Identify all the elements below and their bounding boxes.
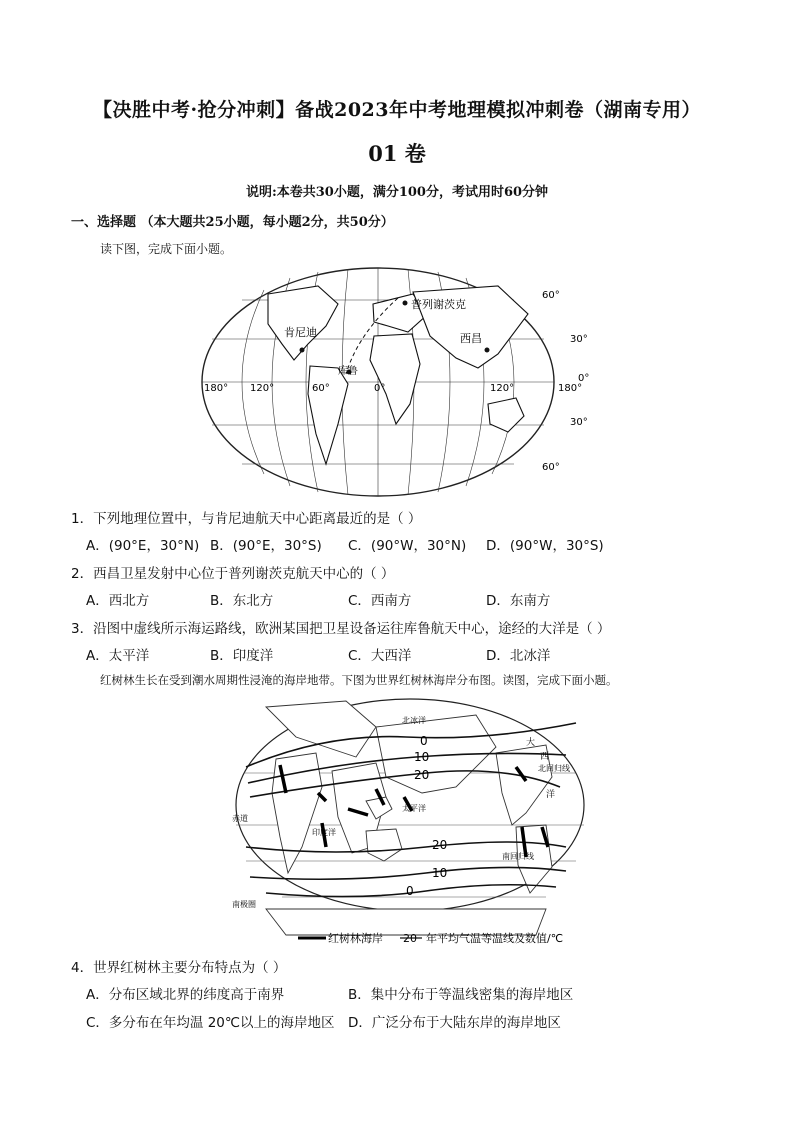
label-lon-120w: 120° bbox=[250, 383, 275, 394]
label-xichang: 西昌 bbox=[460, 332, 482, 345]
question-2-option-c[interactable]: C．西南方 bbox=[348, 593, 412, 609]
question-4-stem: 4．世界红树林主要分布特点为（ ） bbox=[71, 960, 287, 976]
section-heading: 一、选择题 （本大题共25小题，每小题2分，共50分） bbox=[71, 215, 394, 230]
question-1-option-d[interactable]: D．(90°W，30°S) bbox=[486, 538, 604, 554]
mangrove-distribution-map bbox=[226, 697, 588, 945]
kennedy-dot bbox=[300, 348, 305, 353]
label-polar-s: 南极圈 bbox=[232, 900, 256, 909]
plesetsk-dot bbox=[403, 301, 408, 306]
map2-intro: 红树林生长在受到潮水周期性浸淹的海岸地带。下图为世界红树林海岸分布图。读图，完成下面小题。 bbox=[100, 673, 618, 687]
label-xi: 西 bbox=[540, 752, 550, 762]
question-4-option-a[interactable]: A．分布区域北界的纬度高于南界 bbox=[86, 987, 285, 1003]
question-1-stem: 1．下列地理位置中，与肯尼迪航天中心距离最近的是（ ） bbox=[71, 511, 422, 527]
legend-iso-sample: 20 bbox=[403, 932, 417, 945]
iso-0-bottom: 0 bbox=[406, 884, 414, 898]
label-lat-60n: 60° bbox=[542, 290, 560, 301]
question-3-option-a[interactable]: A．太平洋 bbox=[86, 648, 150, 664]
question-4-option-b[interactable]: B．集中分布于等温线密集的海岸地区 bbox=[348, 987, 574, 1003]
label-arctic: 北冰洋 bbox=[402, 716, 426, 725]
label-da: 大 bbox=[526, 738, 536, 748]
label-lon-120e: 120° bbox=[490, 383, 515, 394]
label-lon-60w: 60° bbox=[312, 383, 330, 394]
question-1-option-b[interactable]: B．(90°E，30°S) bbox=[210, 538, 322, 554]
label-lat-0: 0° bbox=[578, 373, 590, 384]
question-2-option-d[interactable]: D．东南方 bbox=[486, 593, 551, 609]
iso-0-top: 0 bbox=[420, 734, 428, 748]
question-4-option-c[interactable]: C．多分布在年均温 20℃以上的海岸地区 bbox=[86, 1015, 335, 1031]
question-2-option-b[interactable]: B．东北方 bbox=[210, 593, 274, 609]
xichang-dot bbox=[485, 348, 490, 353]
label-yang: 洋 bbox=[546, 790, 556, 800]
iso-10-bottom: 10 bbox=[432, 866, 448, 880]
label-lon-180w: 180° bbox=[204, 383, 229, 394]
label-tropic-s: 南回归线 bbox=[502, 852, 534, 861]
exam-note: 说明:本卷共30小题，满分100分，考试用时60分钟 bbox=[245, 185, 549, 200]
label-pacific: 太平洋 bbox=[402, 804, 426, 813]
question-3-option-b[interactable]: B．印度洋 bbox=[210, 648, 274, 664]
label-equator: 赤道 bbox=[232, 814, 248, 823]
question-3-option-d[interactable]: D．北冰洋 bbox=[486, 648, 551, 664]
iso-20-top: 20 bbox=[414, 768, 430, 782]
iso-20-bottom: 20 bbox=[432, 838, 448, 852]
question-3-stem: 3．沿图中虚线所示海运路线，欧洲某国把卫星设备运往库鲁航天中心，途经的大洋是（ ） bbox=[71, 621, 611, 637]
question-3-option-c[interactable]: C．大西洋 bbox=[348, 648, 412, 664]
question-1-option-c[interactable]: C．(90°W，30°N) bbox=[348, 538, 467, 554]
label-kourou: 库鲁 bbox=[338, 366, 358, 377]
question-2-stem: 2．西昌卫星发射中心位于普列谢茨克航天中心的（ ） bbox=[71, 566, 395, 582]
exam-title: 【决胜中考·抢分冲刺】备战2023年中考地理模拟冲刺卷（湖南专用） bbox=[93, 99, 701, 121]
map1-intro: 读下图，完成下面小题。 bbox=[100, 242, 233, 256]
world-map-launch-centers bbox=[198, 264, 596, 502]
label-lat-60s: 60° bbox=[542, 462, 560, 473]
label-lat-30n: 30° bbox=[570, 334, 588, 345]
legend-mangrove: 红树林海岸 bbox=[328, 932, 383, 945]
label-lon-180e: 180° bbox=[558, 383, 583, 394]
exam-subtitle: 01 卷 bbox=[368, 141, 426, 166]
question-4-option-d[interactable]: D．广泛分布于大陆东岸的海岸地区 bbox=[348, 1015, 561, 1031]
label-kennedy: 肯尼迪 bbox=[284, 326, 317, 339]
label-lon-0: 0° bbox=[374, 383, 386, 394]
question-2-option-a[interactable]: A．西北方 bbox=[86, 593, 150, 609]
label-plesetsk: 普列谢茨克 bbox=[411, 298, 466, 311]
iso-10-top: 10 bbox=[414, 750, 430, 764]
question-1-option-a[interactable]: A．(90°E，30°N) bbox=[86, 538, 200, 554]
legend-iso-text: 年平均气温等温线及数值/℃ bbox=[426, 932, 564, 945]
label-indian: 印度洋 bbox=[312, 828, 336, 837]
label-tropic-n: 北回归线 bbox=[538, 764, 570, 773]
label-lat-30s: 30° bbox=[570, 417, 588, 428]
